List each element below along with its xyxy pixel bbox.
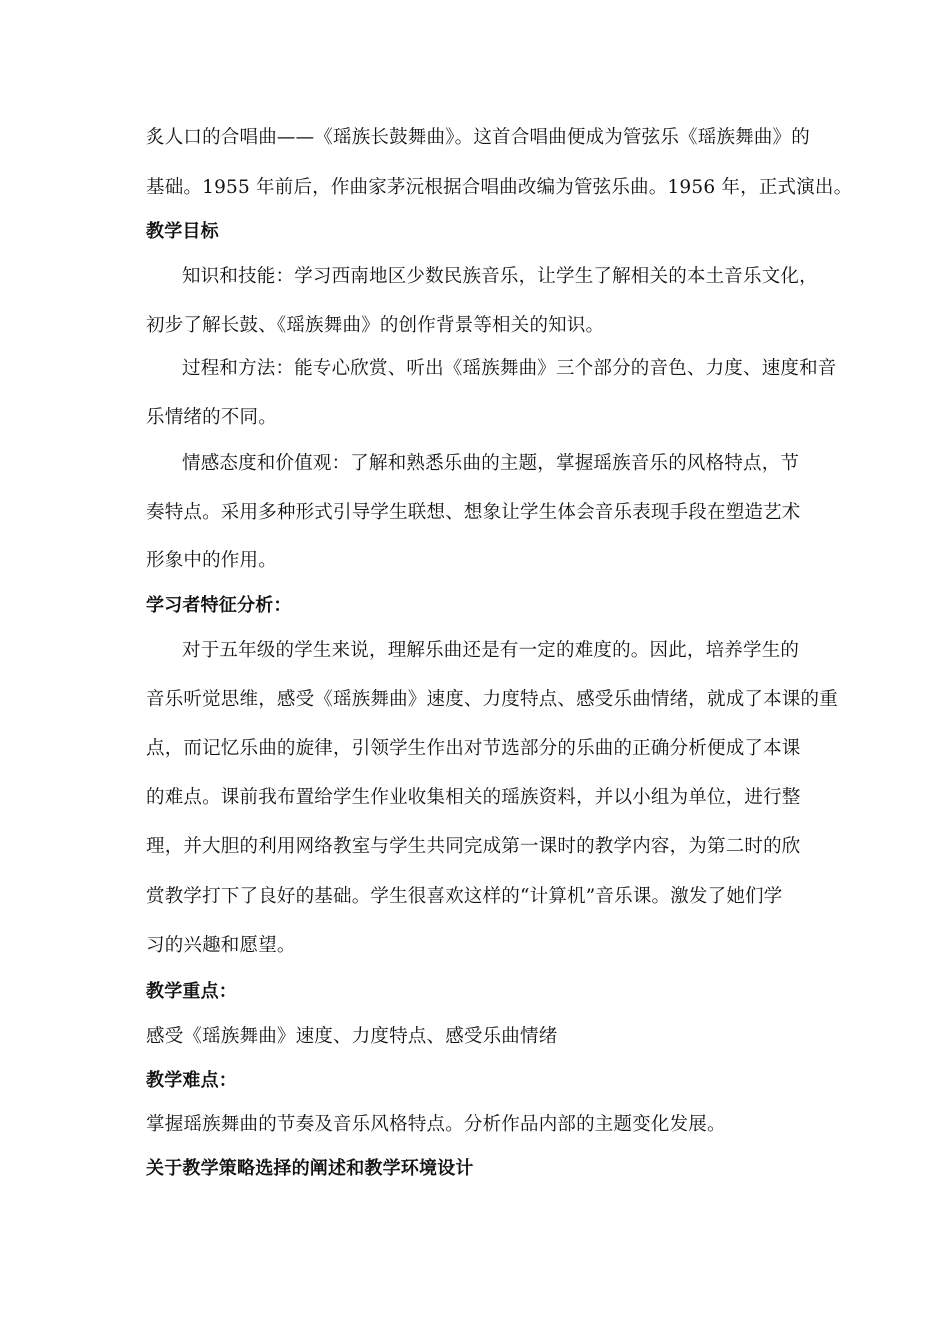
strategy-heading: 关于教学策略选择的阐述和教学环境设计 (146, 1158, 474, 1179)
emotion-line-2: 奏特点。采用多种形式引导学生联想、想象让学生体会音乐表现手段在塑造艺术 (146, 502, 801, 523)
learner-heading: 学习者特征分析： (146, 595, 292, 616)
process-line-2: 乐情绪的不同。 (146, 407, 277, 428)
emotion-line-1: 情感态度和价值观：了解和熟悉乐曲的主题，掌握瑶族音乐的风格特点，节 (182, 453, 800, 474)
key-point-text: 感受《瑶族舞曲》速度、力度特点、感受乐曲情绪 (146, 1026, 558, 1047)
knowledge-line-1: 知识和技能：学习西南地区少数民族音乐，让学生了解相关的本土音乐文化， (182, 266, 818, 287)
learner-line-1: 对于五年级的学生来说，理解乐曲还是有一定的难度的。因此，培养学生的 (182, 640, 800, 661)
learner-line-7: 习的兴趣和愿望。 (146, 935, 296, 956)
learner-line-3: 点，而记忆乐曲的旋律，引领学生作出对节选部分的乐曲的正确分析便成了本课 (146, 738, 801, 759)
difficulty-text: 掌握瑶族舞曲的节奏及音乐风格特点。分析作品内部的主题变化发展。 (146, 1114, 726, 1135)
intro-line-2: 基础。1955 年前后，作曲家茅沅根据合唱曲改编为管弦乐曲。1956 年，正式演出。 (146, 177, 853, 198)
learner-line-6: 赏教学打下了良好的基础。学生很喜欢这样的“计算机”音乐课。激发了她们学 (146, 886, 783, 907)
intro-line-1: 炙人口的合唱曲——《瑶族长鼓舞曲》。这首合唱曲便成为管弦乐《瑶族舞曲》的 (146, 127, 810, 148)
process-line-1: 过程和方法：能专心欣赏、听出《瑶族舞曲》三个部分的音色、力度、速度和音 (182, 358, 837, 379)
learner-line-4: 的难点。课前我布置给学生作业收集相关的瑶族资料，并以小组为单位，进行整 (146, 787, 801, 808)
goals-heading: 教学目标 (146, 221, 219, 242)
learner-line-2: 音乐听觉思维，感受《瑶族舞曲》速度、力度特点、感受乐曲情绪，就成了本课的重 (146, 689, 838, 710)
knowledge-line-2: 初步了解长鼓、《瑶族舞曲》的创作背景等相关的知识。 (146, 315, 605, 336)
emotion-line-3: 形象中的作用。 (146, 550, 277, 571)
key-point-heading: 教学重点： (146, 981, 237, 1002)
learner-line-5: 理，并大胆的利用网络教室与学生共同完成第一课时的教学内容，为第二时的欣 (146, 836, 801, 857)
difficulty-heading: 教学难点： (146, 1070, 237, 1091)
